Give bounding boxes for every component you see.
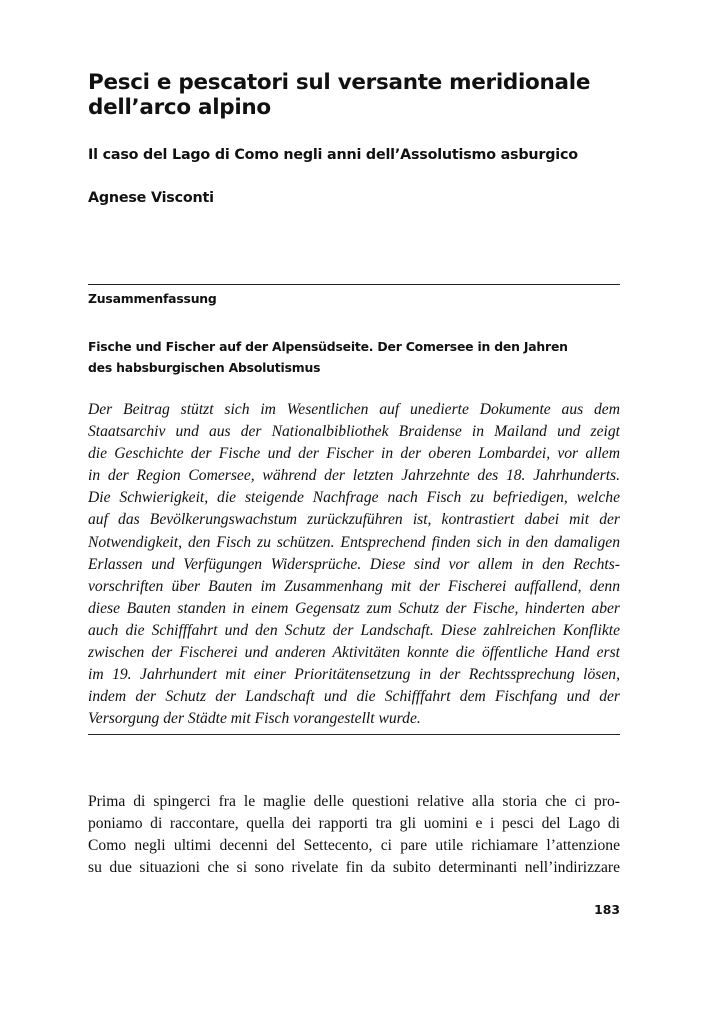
article-title: Pesci e pescatori sul versante meridionale dell’arco alpino [88,70,591,120]
abstract-bottom-rule [88,734,620,735]
article-author: Agnese Visconti [88,190,214,206]
abstract-text [88,399,620,730]
body-line: Como negli ultimi decenni del Settecento, ci pare utile richiamare l’attenzione [88,837,620,854]
abstract-line: auf das Bevölkerungswachstum zurückzuführen ist, kontrastiert dabei mit der [88,511,620,529]
abstract-line: die Geschichte der Fische und der Fischer in der oberen Lombardei, vor allem [88,445,620,463]
body-paragraph [88,791,620,879]
body-line: poniamo di raccontare, quella dei rapporti tra gli uomini e i pesci del Lago di [88,815,620,832]
abstract-title: Fische und Fischer auf der Alpensüdseite. Der Comersee in den Jahren des habsburgischen Absolutismus [88,339,568,375]
abstract-line: Staatsarchiv und aus der Nationalbibliothek Braidense in Mailand und zeigt [88,423,620,441]
abstract-line: Der Beitrag stützt sich im Wesentlichen auf unedierte Dokumente aus dem [88,401,620,418]
abstract-line: Die Schwierigkeit, die steigende Nachfrage nach Fisch zu befriedigen, welche [88,489,620,507]
abstract-heading: Zusammenfassung [88,291,217,306]
abstract-line: indem der Schutz der Landschaft und die Schifffahrt dem Fischfang und der [88,688,620,706]
abstract-line: diese Bauten standen in einem Gegensatz zum Schutz der Fische, hinderten aber [88,599,620,617]
body-line: Prima di spingerci fra le maglie delle questioni relative alla storia che ci pro- [88,793,620,810]
document-page [88,0,620,1024]
abstract-top-rule [88,284,620,285]
abstract-line: im 19. Jahrhundert mit einer Prioritätensetzung in der Rechtssprechung lösen, [88,666,620,684]
article-subtitle: Il caso del Lago di Como negli anni dell’Assolutismo asburgico [88,147,578,163]
abstract-line: in der Region Comersee, während der letzten Jahrzehnte des 18. Jahrhunderts. [88,467,620,485]
body-line: su due situazioni che si sono rivelate fin da subito determinanti nell’indirizzare [88,859,620,876]
page-number: 183 [594,902,620,917]
abstract-line: auch die Schifffahrt und den Schutz der Landschaft. Diese zahlreichen Konflikte [88,621,620,639]
abstract-line: Versorgung der Städte mit Fisch vorangestellt wurde. [88,710,421,728]
abstract-line: vorschriften über Bauten im Zusammenhang mit der Fischerei auffallend, denn [88,577,620,595]
abstract-line: Notwendigkeit, den Fisch zu schützen. Entsprechend finden sich in den damaligen [88,533,620,551]
abstract-line: zwischen der Fischerei und anderen Aktivitäten konnte die öffentliche Hand erst [88,644,620,662]
abstract-line: Erlassen und Verfügungen Widersprüche. Diese sind vor allem in den Rechts- [88,555,620,573]
